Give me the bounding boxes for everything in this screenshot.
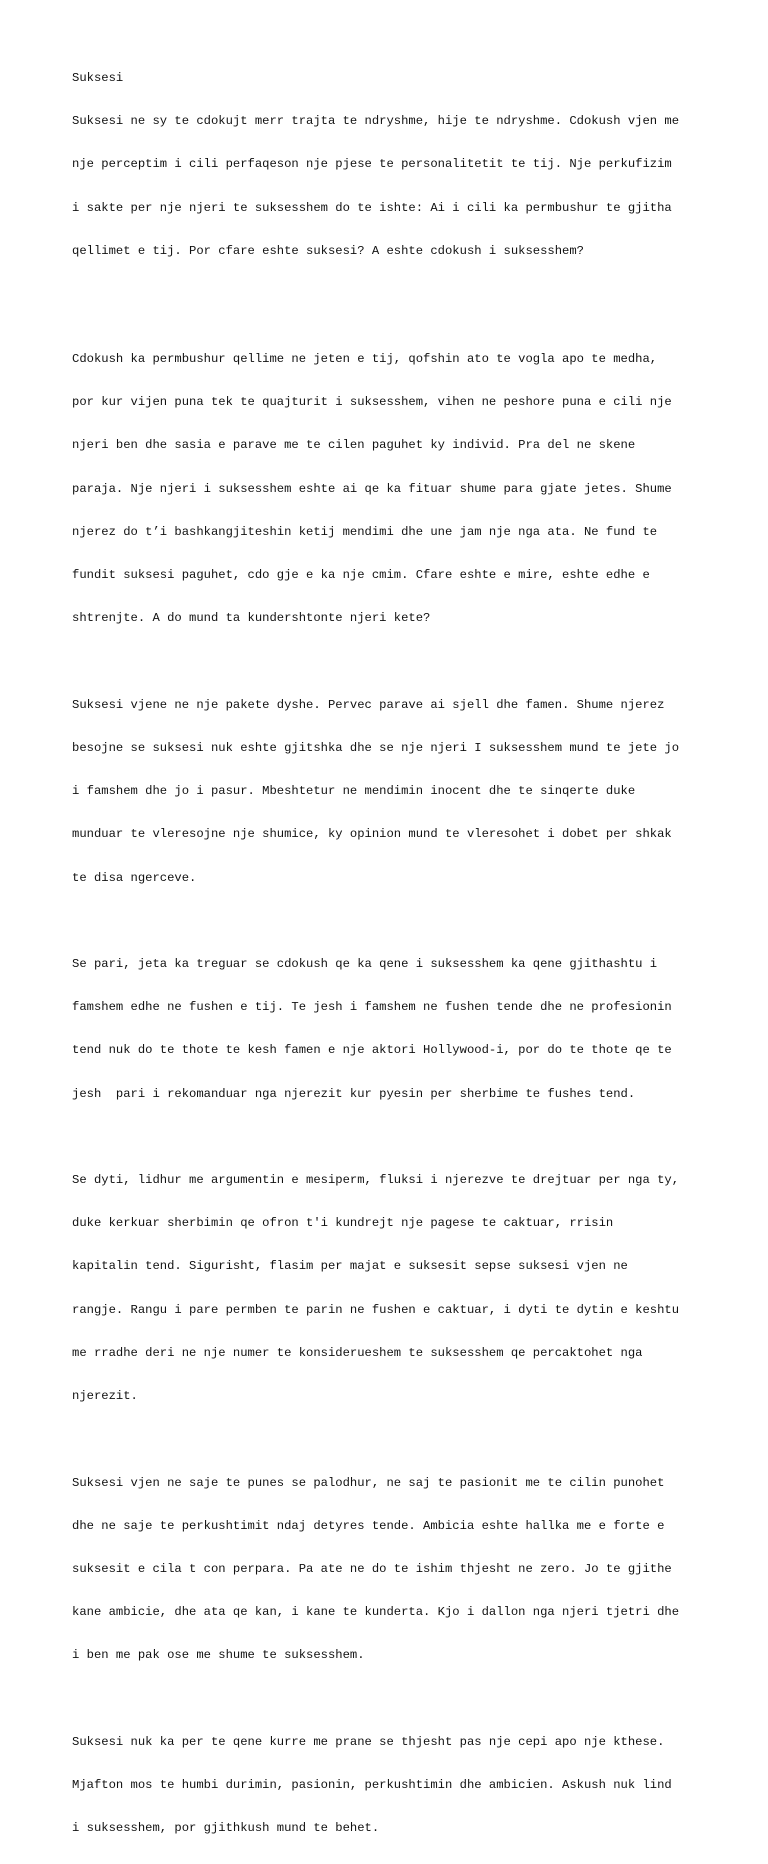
text-line: dhe ne saje te perkushtimit ndaj detyres tende. Ambicia eshte hallka me e forte e <box>72 1518 665 1533</box>
paragraph-4 <box>72 928 702 1130</box>
text-line: i sakte per nje njeri te suksesshem do te ishte: Ai i cili ka permbushur te gjitha <box>72 200 672 215</box>
text-line: njeri ben dhe sasia e parave me te cilen paguhet ky individ. Pra del ne skene <box>72 438 636 453</box>
text-line: Se pari, jeta ka treguar se cdokush qe ka qene i suksesshem ka qene gjithashtu i <box>72 956 658 971</box>
document-title: Suksesi <box>72 71 124 85</box>
text-line: i ben me pak ose me shume te suksesshem. <box>72 1648 365 1663</box>
paragraph-spacer <box>72 1432 702 1446</box>
text-line: Suksesi vjen ne saje te punes se palodhur, ne saj te pasionit me te cilin punohet <box>72 1475 665 1490</box>
text-line: njerezit. <box>72 1389 138 1404</box>
text-line: Se dyti, lidhur me argumentin e mesiperm, fluksi i njerezve te drejtuar per nga ty, <box>72 1173 680 1188</box>
text-line: jesh pari i rekomanduar nga njerezit kur pyesin per sherbime te fushes tend. <box>72 1086 636 1101</box>
text-line: duke kerkuar sherbimin qe ofron t'i kundrejt nje pagese te caktuar, rrisin <box>72 1216 614 1231</box>
text-line: njerez do t’i bashkangjiteshin ketij mendimi dhe une jam nje nga ata. Ne fund te <box>72 524 658 539</box>
text-line: rangje. Rangu i pare permben te parin ne fushen e caktuar, i dyti te dytin e keshtu <box>72 1302 680 1317</box>
paragraph-spacer <box>72 914 702 928</box>
paragraph-3 <box>72 669 702 914</box>
text-line: i suksesshem, por gjithkush mund te behet. <box>72 1821 380 1836</box>
paragraph-7 <box>72 1706 702 1864</box>
text-line: me rradhe deri ne nje numer te konsiderueshem te suksesshem qe percaktohet nga <box>72 1345 643 1360</box>
paragraph-2 <box>72 323 702 654</box>
text-line: i famshem dhe jo i pasur. Mbeshtetur ne mendimin inocent dhe te sinqerte duke <box>72 784 636 799</box>
text-line: Suksesi vjene ne nje pakete dyshe. Pervec parave ai sjell dhe famen. Shume njerez <box>72 697 665 712</box>
text-line: Cdokush ka permbushur qellime ne jeten e tij, qofshin ato te vogla apo te medha, <box>72 351 658 366</box>
text-line: Mjafton mos te humbi durimin, pasionin, perkushtimin dhe ambicien. Askush nuk lind <box>72 1778 672 1793</box>
paragraph-spacer <box>72 1692 702 1706</box>
text-line: Suksesi nuk ka per te qene kurre me prane se thjesht pas nje cepi apo nje kthese. <box>72 1734 665 1749</box>
text-line: famshem edhe ne fushen e tij. Te jesh i famshem ne fushen tende dhe ne profesionin <box>72 1000 672 1015</box>
paragraph-1 <box>72 85 702 287</box>
paragraph-spacer <box>72 1130 702 1144</box>
paragraph-spacer <box>72 654 702 668</box>
text-line: Suksesi ne sy te cdokujt merr trajta te ndryshme, hije te ndryshme. Cdokush vjen me <box>72 114 680 129</box>
text-line: qellimet e tij. Por cfare eshte suksesi? A eshte cdokush i suksesshem? <box>72 243 584 258</box>
paragraph-5 <box>72 1144 702 1432</box>
text-line: tend nuk do te thote te kesh famen e nje aktori Hollywood-i, por do te thote qe te <box>72 1043 672 1058</box>
text-line: suksesit e cila t con perpara. Pa ate ne do te ishim thjesht ne zero. Jo te gjithe <box>72 1561 672 1576</box>
text-line: kapitalin tend. Sigurisht, flasim per majat e suksesit sepse suksesi vjen ne <box>72 1259 628 1274</box>
paragraph-6 <box>72 1447 702 1692</box>
text-line: munduar te vleresojne nje shumice, ky opinion mund te vleresohet i dobet per shkak <box>72 827 672 842</box>
text-line: paraja. Nje njeri i suksesshem eshte ai qe ka fituar shume para gjate jetes. Shume <box>72 481 672 496</box>
text-line: kane ambicie, dhe ata qe kan, i kane te kunderta. Kjo i dallon nga njeri tjetri dhe <box>72 1605 680 1620</box>
text-line: shtrenjte. A do mund ta kundershtonte njeri kete? <box>72 611 431 626</box>
text-line: te disa ngerceve. <box>72 870 197 885</box>
text-line: besojne se suksesi nuk eshte gjitshka dhe se nje njeri I suksesshem mund te jete jo <box>72 740 680 755</box>
text-line: nje perceptim i cili perfaqeson nje pjese te personalitetit te tij. Nje perkufizim <box>72 157 672 172</box>
paragraph-spacer <box>72 287 702 323</box>
text-line: por kur vijen puna tek te quajturit i suksesshem, vihen ne peshore puna e cili nje <box>72 395 672 410</box>
document-page <box>72 71 702 1864</box>
text-line: fundit suksesi paguhet, cdo gje e ka nje cmim. Cfare eshte e mire, eshte edhe e <box>72 568 650 582</box>
